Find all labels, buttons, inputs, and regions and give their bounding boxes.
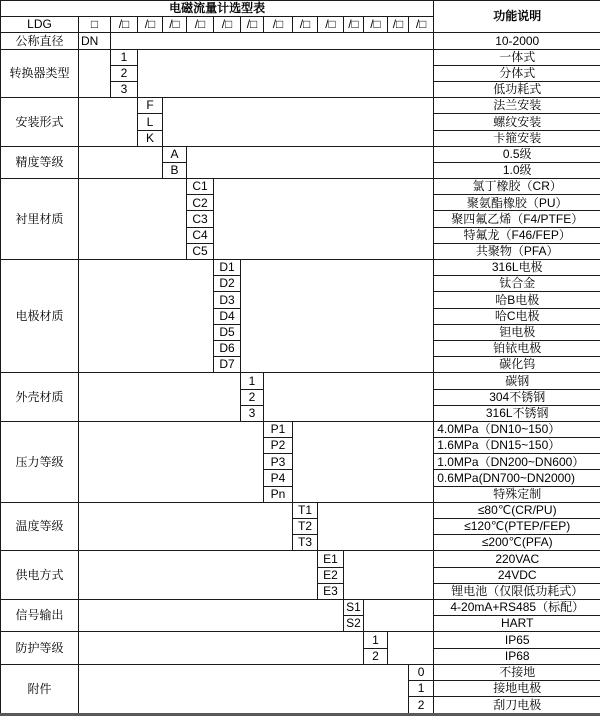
model-code-slash-box: /□: [214, 17, 241, 33]
code-cell: C5: [187, 243, 214, 259]
code-cell: L: [138, 114, 163, 130]
spacer-cell: [79, 179, 187, 260]
spacer-cell: [79, 551, 318, 600]
model-code-slash-box: /□: [293, 17, 318, 33]
code-cell: D2: [214, 276, 241, 292]
model-code-slash-box: /□: [388, 17, 409, 33]
function-cell: 哈C电极: [434, 308, 600, 324]
spacer-cell: [79, 49, 111, 98]
function-cell: 铂铱电极: [434, 340, 600, 356]
function-cell: 锂电池（仅限低功耗式）: [434, 583, 600, 599]
category-label: 电极材质: [1, 260, 79, 373]
function-cell: 聚氨酯橡胶（PU）: [434, 195, 600, 211]
code-cell: B: [163, 162, 187, 178]
function-cell: 卡箍安装: [434, 130, 600, 146]
spacer-cell: [79, 373, 241, 422]
spacer-cell: [318, 502, 434, 551]
code-cell: Pn: [264, 486, 293, 502]
code-cell: 1: [364, 632, 388, 648]
function-cell: 0.6MPa(DN700~DN2000): [434, 470, 600, 486]
table-row: [1, 179, 600, 195]
function-cell: 法兰安装: [434, 98, 600, 114]
code-cell: 3: [111, 81, 138, 97]
function-cell: 钛合金: [434, 276, 600, 292]
spacer-cell: [79, 664, 409, 714]
table-row: [1, 146, 600, 162]
table-row: [1, 551, 600, 567]
table-row: [1, 33, 600, 49]
table-row: [1, 373, 600, 389]
category-label: 精度等级: [1, 146, 79, 178]
function-cell: 聚四氟乙烯（F4/PTFE）: [434, 211, 600, 227]
model-prefix: LDG: [1, 17, 79, 33]
code-cell: 1: [409, 680, 434, 696]
code-cell: 3: [241, 405, 264, 421]
code-cell: P3: [264, 454, 293, 470]
code-cell: K: [138, 130, 163, 146]
function-cell: 10-2000: [434, 33, 600, 49]
function-cell: 低功耗式: [434, 81, 600, 97]
table-row: [1, 49, 600, 65]
function-cell: 4.0MPa（DN10~150）: [434, 421, 600, 437]
function-cell: 共聚物（PFA）: [434, 243, 600, 259]
code-cell: 2: [111, 65, 138, 81]
function-cell: 碳化钨: [434, 357, 600, 373]
function-cell: 分体式: [434, 65, 600, 81]
code-cell: 2: [241, 389, 264, 405]
table-row: [1, 599, 600, 615]
category-label: 温度等级: [1, 502, 79, 551]
function-cell: 哈B电极: [434, 292, 600, 308]
spacer-cell: [79, 260, 214, 373]
function-cell: HART: [434, 616, 600, 632]
spacer-cell: [79, 146, 163, 178]
spacer-cell: [214, 179, 434, 260]
model-code-slash-box: /□: [163, 17, 187, 33]
code-cell: E2: [318, 567, 344, 583]
code-cell: A: [163, 146, 187, 162]
code-cell: T3: [293, 535, 318, 551]
spacer-cell: [344, 551, 434, 600]
function-cell: IP65: [434, 632, 600, 648]
code-cell: D7: [214, 357, 241, 373]
selection-table-body: [1, 1, 600, 715]
table-row: [1, 502, 600, 518]
model-code-slash-box: /□: [111, 17, 138, 33]
function-cell: 1.0MPa（DN200~DN600）: [434, 454, 600, 470]
spacer-cell: [79, 98, 138, 147]
category-label: 压力等级: [1, 421, 79, 502]
function-cell: 氯丁橡胶（CR）: [434, 179, 600, 195]
table-row: [1, 260, 600, 276]
function-cell: 220VAC: [434, 551, 600, 567]
function-cell: 304不锈钢: [434, 389, 600, 405]
spacer-cell: [293, 421, 434, 502]
code-cell: 0: [409, 664, 434, 680]
table-row: [1, 1, 600, 17]
category-label: 信号输出: [1, 599, 79, 631]
function-cell: 螺纹安装: [434, 114, 600, 130]
code-cell: P4: [264, 470, 293, 486]
function-column-header: 功能说明: [434, 1, 600, 33]
model-code-slash-box: /□: [364, 17, 388, 33]
spacer-cell: [388, 632, 434, 664]
code-cell: 2: [409, 697, 434, 715]
spacer-cell: [79, 502, 293, 551]
spacer-cell: [138, 49, 434, 98]
model-code-slash-box: /□: [187, 17, 214, 33]
function-cell: IP68: [434, 648, 600, 664]
function-cell: 0.5级: [434, 146, 600, 162]
model-code-slash-box: /□: [264, 17, 293, 33]
spacer-cell: [111, 33, 434, 49]
code-cell: D4: [214, 308, 241, 324]
code-cell: S1: [344, 599, 364, 615]
code-cell: 2: [364, 648, 388, 664]
code-cell: E1: [318, 551, 344, 567]
category-label: 公称直径: [1, 33, 79, 49]
category-label: 衬里材质: [1, 179, 79, 260]
code-cell: D1: [214, 260, 241, 276]
table-row: [1, 98, 600, 114]
table-row: [1, 664, 600, 680]
code-cell: 1: [241, 373, 264, 389]
function-cell: 不接地: [434, 664, 600, 680]
function-cell: ≤120℃(PTEP/FEP): [434, 519, 600, 535]
spacer-cell: [264, 373, 434, 422]
spacer-cell: [79, 632, 364, 664]
function-cell: 碳钢: [434, 373, 600, 389]
code-cell: F: [138, 98, 163, 114]
spacer-cell: [187, 146, 434, 178]
code-cell: C3: [187, 211, 214, 227]
category-label: 外壳材质: [1, 373, 79, 422]
model-code-box: □: [79, 17, 111, 33]
code-cell: DN: [79, 33, 111, 49]
code-cell: D5: [214, 324, 241, 340]
category-label: 防护等级: [1, 632, 79, 664]
spacer-cell: [79, 421, 264, 502]
function-cell: 1.0级: [434, 162, 600, 178]
function-cell: 4-20mA+RS485（标配）: [434, 599, 600, 615]
function-cell: 1.6MPa（DN15~150）: [434, 438, 600, 454]
code-cell: 1: [111, 49, 138, 65]
function-cell: 刮刀电极: [434, 697, 600, 715]
function-cell: 316L不锈钢: [434, 405, 600, 421]
spacer-cell: [364, 599, 434, 631]
function-cell: ≤80℃(CR/PU): [434, 502, 600, 518]
model-code-slash-box: /□: [344, 17, 364, 33]
function-cell: 特殊定制: [434, 486, 600, 502]
category-label: 附件: [1, 664, 79, 714]
code-cell: D3: [214, 292, 241, 308]
code-cell: S2: [344, 616, 364, 632]
table-row: [1, 421, 600, 437]
function-cell: 接地电极: [434, 680, 600, 696]
function-cell: 一体式: [434, 49, 600, 65]
category-label: 安装形式: [1, 98, 79, 147]
code-cell: T2: [293, 519, 318, 535]
code-cell: D6: [214, 340, 241, 356]
model-code-slash-box: /□: [409, 17, 434, 33]
function-cell: 特氟龙（F46/FEP）: [434, 227, 600, 243]
function-cell: 316L电极: [434, 260, 600, 276]
function-cell: ≤200℃(PFA): [434, 535, 600, 551]
table-row: [1, 632, 600, 648]
code-cell: P1: [264, 421, 293, 437]
category-label: 转换器类型: [1, 49, 79, 98]
model-code-slash-box: /□: [138, 17, 163, 33]
page-title: 电磁流量计选型表: [1, 1, 434, 17]
code-cell: T1: [293, 502, 318, 518]
code-cell: C1: [187, 179, 214, 195]
model-code-slash-box: /□: [318, 17, 344, 33]
function-cell: 钽电极: [434, 324, 600, 340]
model-code-slash-box: /□: [241, 17, 264, 33]
category-label: 供电方式: [1, 551, 79, 600]
spacer-cell: [79, 599, 344, 631]
code-cell: C2: [187, 195, 214, 211]
code-cell: C4: [187, 227, 214, 243]
code-cell: E3: [318, 583, 344, 599]
function-cell: 24VDC: [434, 567, 600, 583]
spacer-cell: [241, 260, 434, 373]
code-cell: P2: [264, 438, 293, 454]
spacer-cell: [163, 98, 434, 147]
